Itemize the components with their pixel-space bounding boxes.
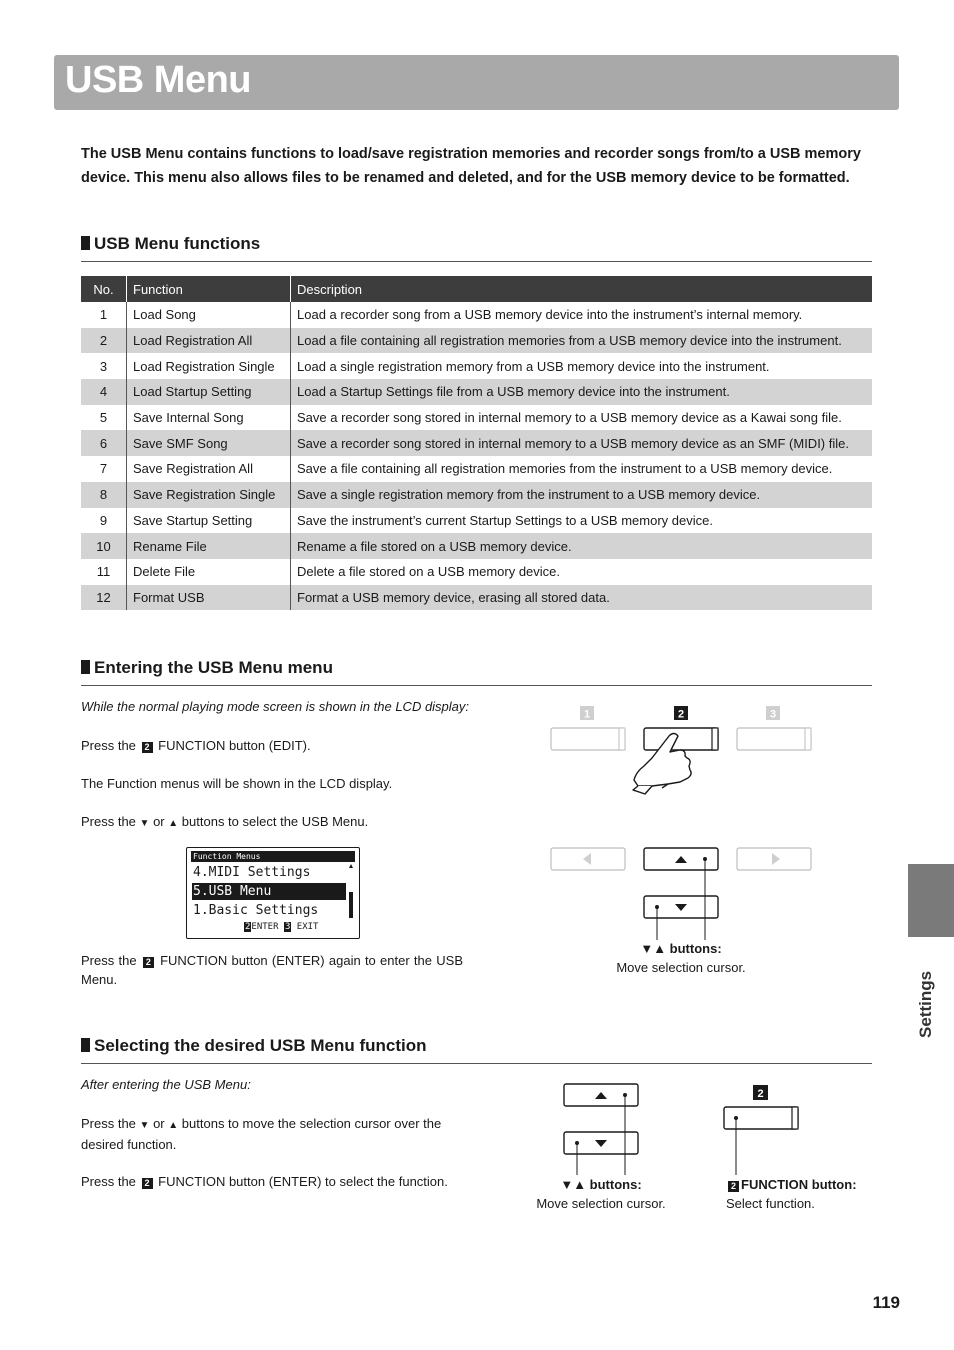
cell-no: 12 — [81, 585, 127, 611]
table-row — [81, 405, 872, 431]
lcd-enter-label: ENTER — [251, 922, 279, 932]
cell-description: Save a single registration memory from the instrument to a USB memory device. — [291, 482, 873, 508]
diagram2-function-caption — [726, 1175, 866, 1213]
cell-no: 5 — [81, 405, 127, 431]
cell-description: Load a Startup Settings file from a USB memory device into the instrument. — [291, 379, 873, 405]
entering-step-3 — [81, 812, 368, 833]
step-text: buttons to select the USB Menu. — [181, 814, 369, 829]
cell-function: Load Song — [127, 302, 291, 328]
entering-step-4 — [81, 951, 463, 989]
step-text: or — [153, 814, 165, 829]
cell-no: 8 — [81, 482, 127, 508]
function-button-badge: 2 — [142, 1178, 153, 1189]
heading-text: Selecting the desired USB Menu function — [94, 1036, 427, 1055]
arrows-caption: Move selection cursor. — [616, 960, 746, 975]
selecting-note: After entering the USB Menu: — [81, 1077, 251, 1092]
cell-function: Format USB — [127, 585, 291, 611]
up-arrow-icon: ▲ — [168, 818, 179, 829]
header-no: No. — [81, 276, 127, 302]
diagram2-arrows-caption — [528, 1175, 674, 1213]
section-heading-selecting — [81, 1036, 872, 1064]
table-row — [81, 379, 872, 405]
lcd-display — [186, 847, 360, 939]
lcd-exit-label: EXIT — [296, 922, 319, 932]
selecting-step-2 — [81, 1172, 448, 1191]
table-row — [81, 302, 872, 328]
table-row — [81, 585, 872, 611]
diagram1-caption — [600, 939, 762, 977]
lcd-footer — [244, 922, 318, 933]
entering-note: While the normal playing mode screen is shown in the LCD display: — [81, 699, 470, 714]
heading-marker — [81, 1038, 90, 1052]
cell-no: 6 — [81, 430, 127, 456]
function-button-badge: 2 — [142, 742, 153, 753]
entering-step-1 — [81, 736, 311, 755]
cell-no: 4 — [81, 379, 127, 405]
step-text: Press the — [81, 1116, 136, 1131]
function-label: FUNCTION button: — [741, 1177, 857, 1192]
cell-function: Save Internal Song — [127, 405, 291, 431]
cell-function: Save Startup Setting — [127, 508, 291, 534]
button-2-badge: 2 — [677, 708, 685, 721]
arrows-caption: Move selection cursor. — [536, 1196, 666, 1211]
lcd-menu-item: 4.MIDI Settings — [193, 865, 311, 880]
cell-function: Load Startup Setting — [127, 379, 291, 405]
heading-text: USB Menu functions — [94, 234, 261, 253]
usb-functions-table — [81, 276, 872, 610]
page-number: 119 — [872, 1293, 900, 1312]
button-1-badge: 1 — [583, 708, 591, 721]
side-tab — [908, 864, 954, 937]
table-row — [81, 456, 872, 482]
lcd-menu-item-selected: 5.USB Menu — [192, 883, 346, 900]
table-row — [81, 508, 872, 534]
down-arrow-icon: ▼ — [139, 1120, 150, 1131]
cell-description: Load a single registration memory from a USB memory device into the instrument. — [297, 358, 770, 374]
cell-function: Load Registration All — [127, 328, 291, 354]
arrows-label: ▼▲ buttons: — [560, 1177, 642, 1192]
arrows-label: ▼▲ buttons: — [640, 941, 722, 956]
table-row — [81, 533, 872, 559]
table-row — [81, 559, 872, 585]
function-button-badge: 2 — [728, 1181, 739, 1192]
selection-buttons-diagram — [555, 1075, 815, 1180]
entering-step-2: The Function menus will be shown in the LCD display. — [81, 776, 393, 791]
function-button-badge: 2 — [143, 957, 154, 968]
down-arrow-icon: ▼ — [139, 818, 150, 829]
step-text: FUNCTION button (ENTER) again to enter the USB Menu. — [81, 953, 463, 987]
cell-function: Save Registration Single — [127, 482, 291, 508]
cell-description: Rename a file stored on a USB memory device. — [291, 533, 873, 559]
step-text: Press the — [81, 814, 136, 829]
intro-text: The USB Menu contains functions to load/save registration memories and recorder songs from/to a USB memory device. This menu also allows files to be renamed and deleted, and for the USB memory device to be formatted. — [81, 146, 861, 186]
cell-no: 3 — [81, 353, 127, 379]
table-header-row — [81, 276, 872, 302]
up-arrow-icon: ▲ — [168, 1120, 179, 1131]
section-heading-entering — [81, 658, 872, 686]
step-text: Press the — [81, 953, 137, 968]
table-row — [81, 328, 872, 354]
function-2-badge: 2 — [757, 1088, 764, 1100]
function-caption: Select function. — [726, 1196, 815, 1211]
cell-function: Load Registration Single — [127, 353, 291, 379]
step-text: Press the — [81, 1174, 136, 1189]
table-row — [81, 430, 872, 456]
header-description: Description — [291, 276, 873, 302]
title-bar — [54, 55, 899, 110]
table-row — [81, 482, 872, 508]
cell-description: Format a USB memory device, erasing all stored data. — [291, 585, 873, 611]
heading-marker — [81, 236, 90, 250]
cell-description: Load a file containing all registration memories from a USB memory device into the instrument. — [291, 328, 873, 354]
cell-no: 10 — [81, 533, 127, 559]
lcd-badge: 3 — [284, 922, 291, 932]
cell-description: Save a recorder song stored in internal memory to a USB memory device as a Kawai song file. — [297, 410, 842, 426]
lcd-menu-item: 1.Basic Settings — [193, 903, 319, 918]
step-text: or — [153, 1116, 165, 1131]
cell-function: Save SMF Song — [127, 430, 291, 456]
step-text: Press the — [81, 738, 136, 753]
heading-marker — [81, 660, 90, 674]
cell-no: 9 — [81, 508, 127, 534]
table-row — [81, 353, 872, 379]
cell-description: Save the instrument’s current Startup Settings to a USB memory device. — [297, 512, 713, 528]
page-title: USB Menu — [65, 59, 251, 101]
cell-description: Save a recorder song stored in internal memory to a USB memory device as an SMF (MIDI) file. — [291, 430, 873, 456]
step-text: FUNCTION button (ENTER) to select the function. — [158, 1174, 448, 1189]
cell-no: 2 — [81, 328, 127, 354]
section-heading-functions — [81, 234, 872, 262]
cell-no: 1 — [81, 302, 127, 328]
side-tab-label: Settings — [916, 970, 935, 1038]
cell-function: Save Registration All — [127, 456, 291, 482]
cell-function: Delete File — [127, 559, 291, 585]
cell-description: Save a file containing all registration memories from the instrument to a USB memory device. — [297, 461, 833, 477]
cell-function: Rename File — [127, 533, 291, 559]
button-3-badge: 3 — [769, 708, 777, 721]
cell-description: Load a recorder song from a USB memory device into the instrument’s internal memory. — [297, 307, 803, 323]
header-function: Function — [127, 276, 291, 302]
cell-no: 11 — [81, 559, 127, 585]
step-text: FUNCTION button (EDIT). — [158, 738, 311, 753]
lcd-badge: 2 — [245, 922, 251, 932]
lcd-header: Function Menus — [191, 851, 355, 862]
selecting-step-1 — [81, 1114, 471, 1154]
step-text: buttons to move the selection cursor over the desired function. — [81, 1116, 442, 1152]
heading-text: Entering the USB Menu menu — [94, 658, 333, 677]
cell-no: 7 — [81, 456, 127, 482]
cell-description: Delete a file stored on a USB memory device. — [297, 564, 561, 580]
